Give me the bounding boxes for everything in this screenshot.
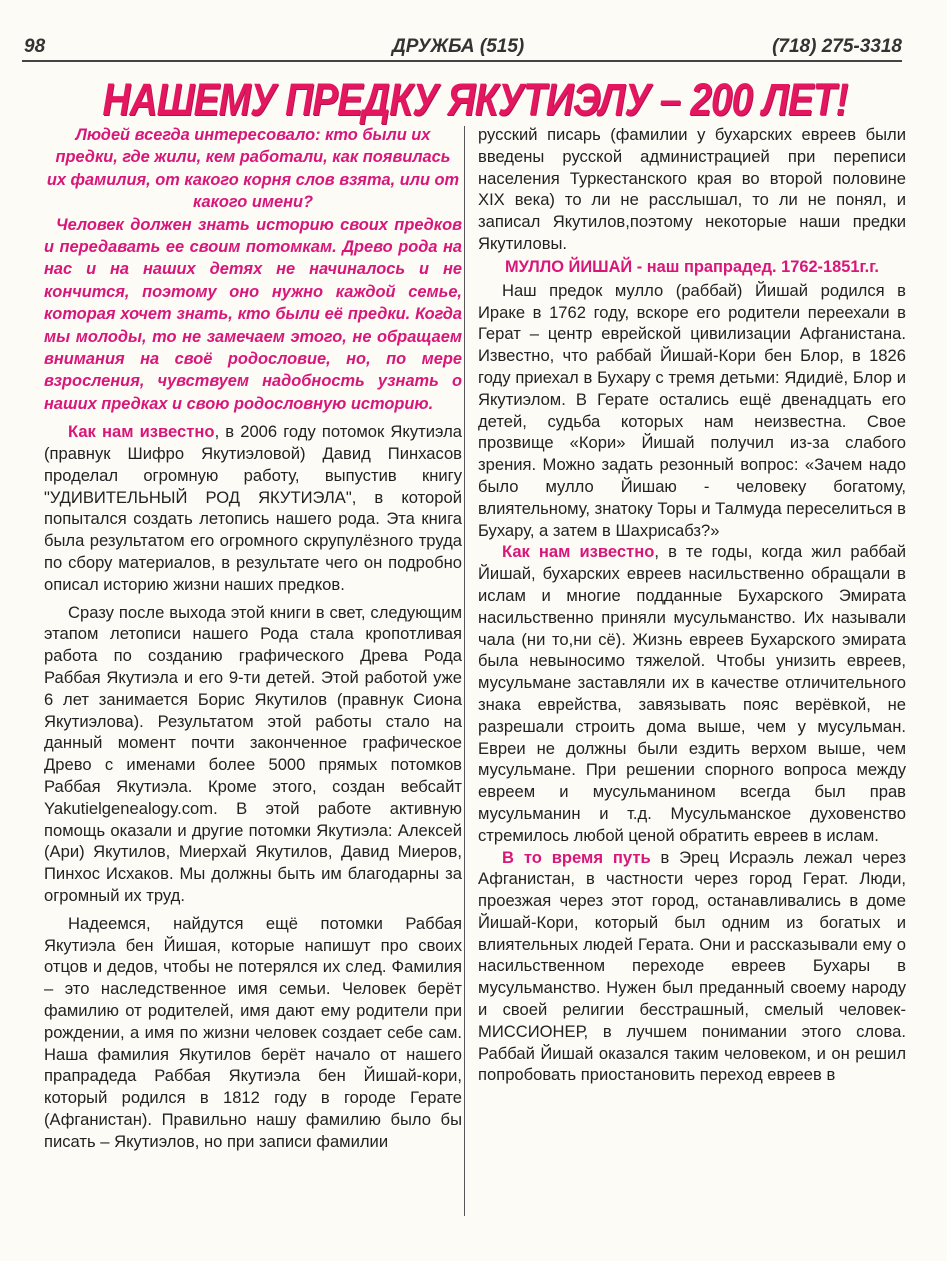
left-paragraph-1-lead: Как нам известно <box>68 422 215 442</box>
right-paragraph-3-lead: Как нам известно <box>502 542 655 562</box>
right-column <box>478 124 906 1086</box>
right-paragraph-2: Наш предок мулло (раббай) Йишай родился в Ираке в 1762 году, вскоре его родители переехали в Герат – центр еврейской цивилизации Афганистана. Известно, что раббай Йишай-Кори бен Блор, в 1826 году приехал в Бухару с тремя детьми: Ядидиё, Блор и Якутиэлом. В Герате остались ещё двенадцать его детей, судьба которых нам неизвестна. Свое прозвище «Кори» Йишай получил из-за слабого зрения. Можно задать резонный вопрос: «Зачем надо было мулло Йишаю - человеку богатому, влиятельному, знатоку Торы и Талмуда переселиться в Бухару, а затем в Шахрисабз?» <box>478 280 906 540</box>
section-heading: МУЛЛО ЙИШАЙ - наш прапрадед. 1762-1851г.г. <box>505 257 879 276</box>
newspaper-title: ДРУЖБА (515) <box>392 36 525 57</box>
page-header <box>22 34 902 62</box>
left-paragraph-2: Сразу после выхода этой книги в свет, следующим этапом летописи нашего Рода стала кропотливая работа по созданию графического Древа Рода Раббая Якутиэла и его 9-ти детей. Этой работой уже 6 лет занимается Борис Якутилов (правнук Сиона Якутиэлова). Результатом этой работы стало на данный момент почти законченное графическое Древо с именами более 5000 прямых потомков Раббая Якутиэла. Кроме этого, создан вебсайт Yakutielgenealogy.com. В этой работе активную помощь оказали и другие потомки Якутиэла: Алексей (Ари) Якутилов, Миерхай Якутилов, Давид Миеров, Пинхос Исхаков. Мы должны быть им благодарны за огромный их труд. <box>44 602 462 906</box>
intro-paragraph-1: Людей всегда интересовало: кто были их предки, где жили, кем работали, как появилась их фамилия, от какого корня слов взята, или от какого имени? <box>46 126 460 212</box>
article-headline: НАШЕМУ ПРЕДКУ ЯКУТИЭЛУ – 200 ЛЕТ! <box>102 74 848 125</box>
right-paragraph-1: русский писарь (фамилии у бухарских евреев были введены русской администрацией при переписи населения Туркестанского края во второй половине XIX века) то ли не расслышал, то ли не понял, и записал Якутилов,поэтому некоторые наши предки Якутиловы. <box>478 125 906 253</box>
right-paragraph-3 <box>478 541 906 846</box>
column-divider <box>464 126 465 1216</box>
right-paragraph-4 <box>478 847 906 1087</box>
left-paragraph-1 <box>44 421 462 595</box>
right-paragraph-4-text: в Эрец Исраэль лежал через Афганистан, в частности через город Герат. Люди, проезжая через этот город, останавливались в доме Йишай-Кори, который был одним из богатых и влиятельных людей Герата. Они и рассказывали ему о насильственном переходе евреев Бухары в мусульманство. Нужен был преданный своему народу и своей религии бесстрашный, смелый человек-МИССИОНЕР, в лучшем понимании этого слова. Раббай Йишай оказался таким человеком, и он решил попробовать приостановить переход евреев в <box>478 847 906 1085</box>
left-paragraph-3: Надеемся, найдутся ещё потомки Раббая Якутиэла бен Йишая, которые напишут про своих отцов и дедов, чтобы не потерялся их след. Фамилия – это наследственное имя семьи. Человек берёт фамилию от родителей, имя дают ему родители при рождении, а имя по жизни человек создает себе сам. Наша фамилия Якутилов берёт начало от нашего прапрадеда Раббая Якутиэла бен Йишай-кори, который родился в 1812 году в городе Герате (Афганистан). Правильно нашу фамилию было бы писать – Якутиэлов, но при записи фамилии <box>44 913 462 1151</box>
right-paragraph-4-lead: В то время путь <box>502 847 651 867</box>
left-column <box>44 124 462 1153</box>
right-paragraph-3-text: , в те годы, когда жил раббай Йишай, бухарских евреев насильственно обращали в ислам и многие подданные Бухарского Эмирата насильственно приняли мусульманство. Их называли чала (ни то,ни сё). Жизнь евреев Бухарского эмирата была невыносимо тяжелой. Чтобы унизить евреев, мусульмане заставляли их в качестве отличительного знака еврейства, завязывать пояс верёвкой, не разрешали строить дома выше, чем у мусульман. Евреи не должны были ездить верхом выше, чем мусульмане. При решении спорного вопроса между евреем и мусульманином всегда был прав мусульманин и т.д. Мусульманское духовенство стремилось любой ценой обратить евреев в ислам. <box>478 542 906 845</box>
intro-paragraph-2: Человек должен знать историю своих предков и передавать ее своим потомкам. Древо рода на нас и на наших детях не начиналось и не кончится, поэтому оно нужно каждой семье, которая хочет знать, кто были её предки. Когда мы молоды, то не замечаем этого, не обращаем внимания на своё родословие, но, по мере взросления, чувствуем надобность узнать о наших предках и свою родословную историю. <box>44 215 462 413</box>
page-number: 98 <box>24 36 46 57</box>
left-paragraph-1-text: , в 2006 году потомок Якутиэла (правнук Шифро Якутиэловой) Давид Пинхасов проделал огромную работу, выпустив книгу "УДИВИТЕЛЬНЫЙ РОД ЯКУТИЭЛА", в которой попытался создать летопись нашего рода. Эта книга была результатом его огромного скрупулёзного труда по сбору материалов, в результате чего он подробно описал историю жизни наших предков. <box>44 422 462 594</box>
phone-number: (718) 275-3318 <box>772 36 902 57</box>
